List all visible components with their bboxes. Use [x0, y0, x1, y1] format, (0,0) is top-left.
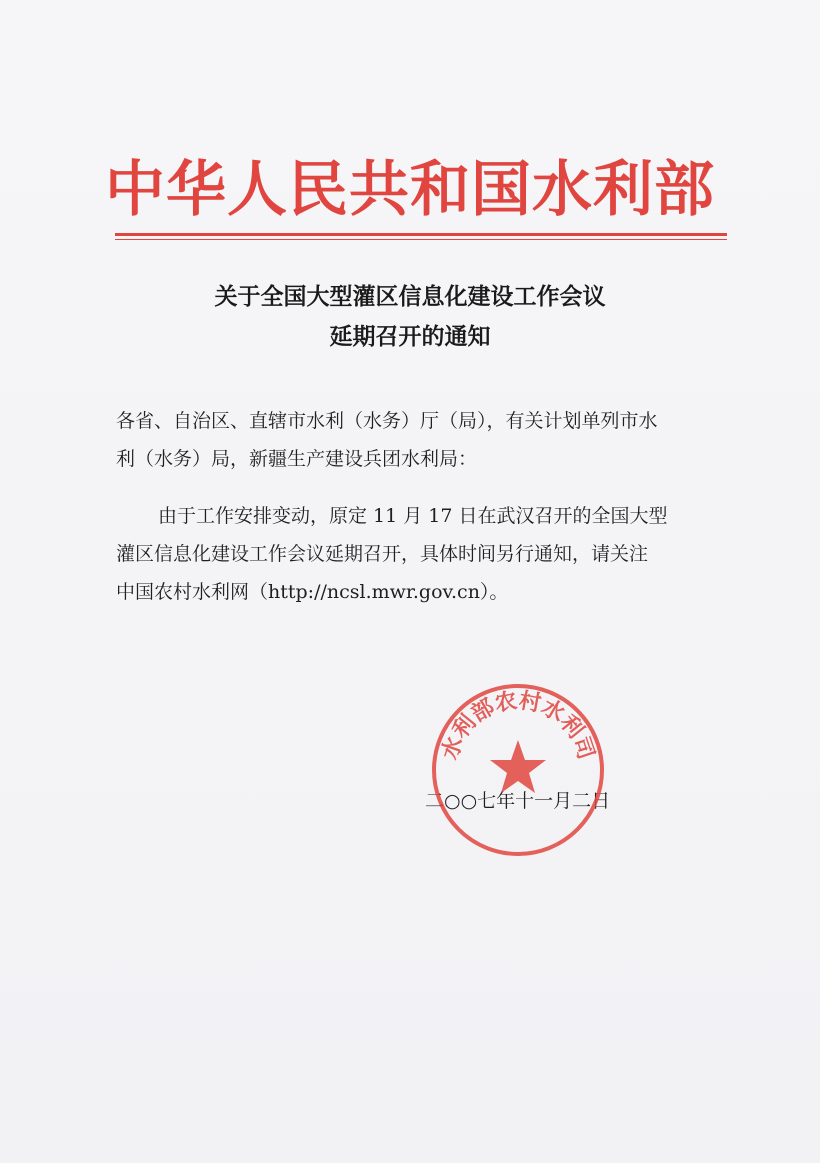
seal-star-icon: [490, 740, 546, 793]
letterhead-rule-thick: [115, 233, 727, 236]
official-seal-stamp: [430, 682, 606, 858]
issue-date: 二○○七年十一月二日: [425, 790, 611, 812]
body-line-1: 由于工作安排变动，原定 11 月 17 日在武汉召开的全国大型: [158, 505, 668, 527]
body-paragraph: [116, 497, 716, 611]
notice-title-line-1: 关于全国大型灌区信息化建设工作会议: [214, 284, 606, 310]
seal-text: 水利部农村水利司: [436, 687, 600, 763]
salutation-line-1: 各省、自治区、直辖市水利（水务）厅（局），有关计划单列市水: [116, 410, 658, 432]
body-line-3: 中国农村水利网（http://ncsl.mwr.gov.cn）。: [116, 581, 509, 603]
letterhead-rule-thin: [115, 239, 727, 240]
salutation-line-2: 利（水务）局，新疆生产建设兵团水利局：: [116, 448, 478, 470]
salutation: [116, 402, 716, 478]
notice-title-line-2: 延期召开的通知: [329, 324, 491, 350]
letterhead-title: 中华人民共和国水利部: [105, 155, 715, 225]
body-line-2: 灌区信息化建设工作会议延期召开，具体时间另行通知，请关注: [116, 543, 649, 565]
